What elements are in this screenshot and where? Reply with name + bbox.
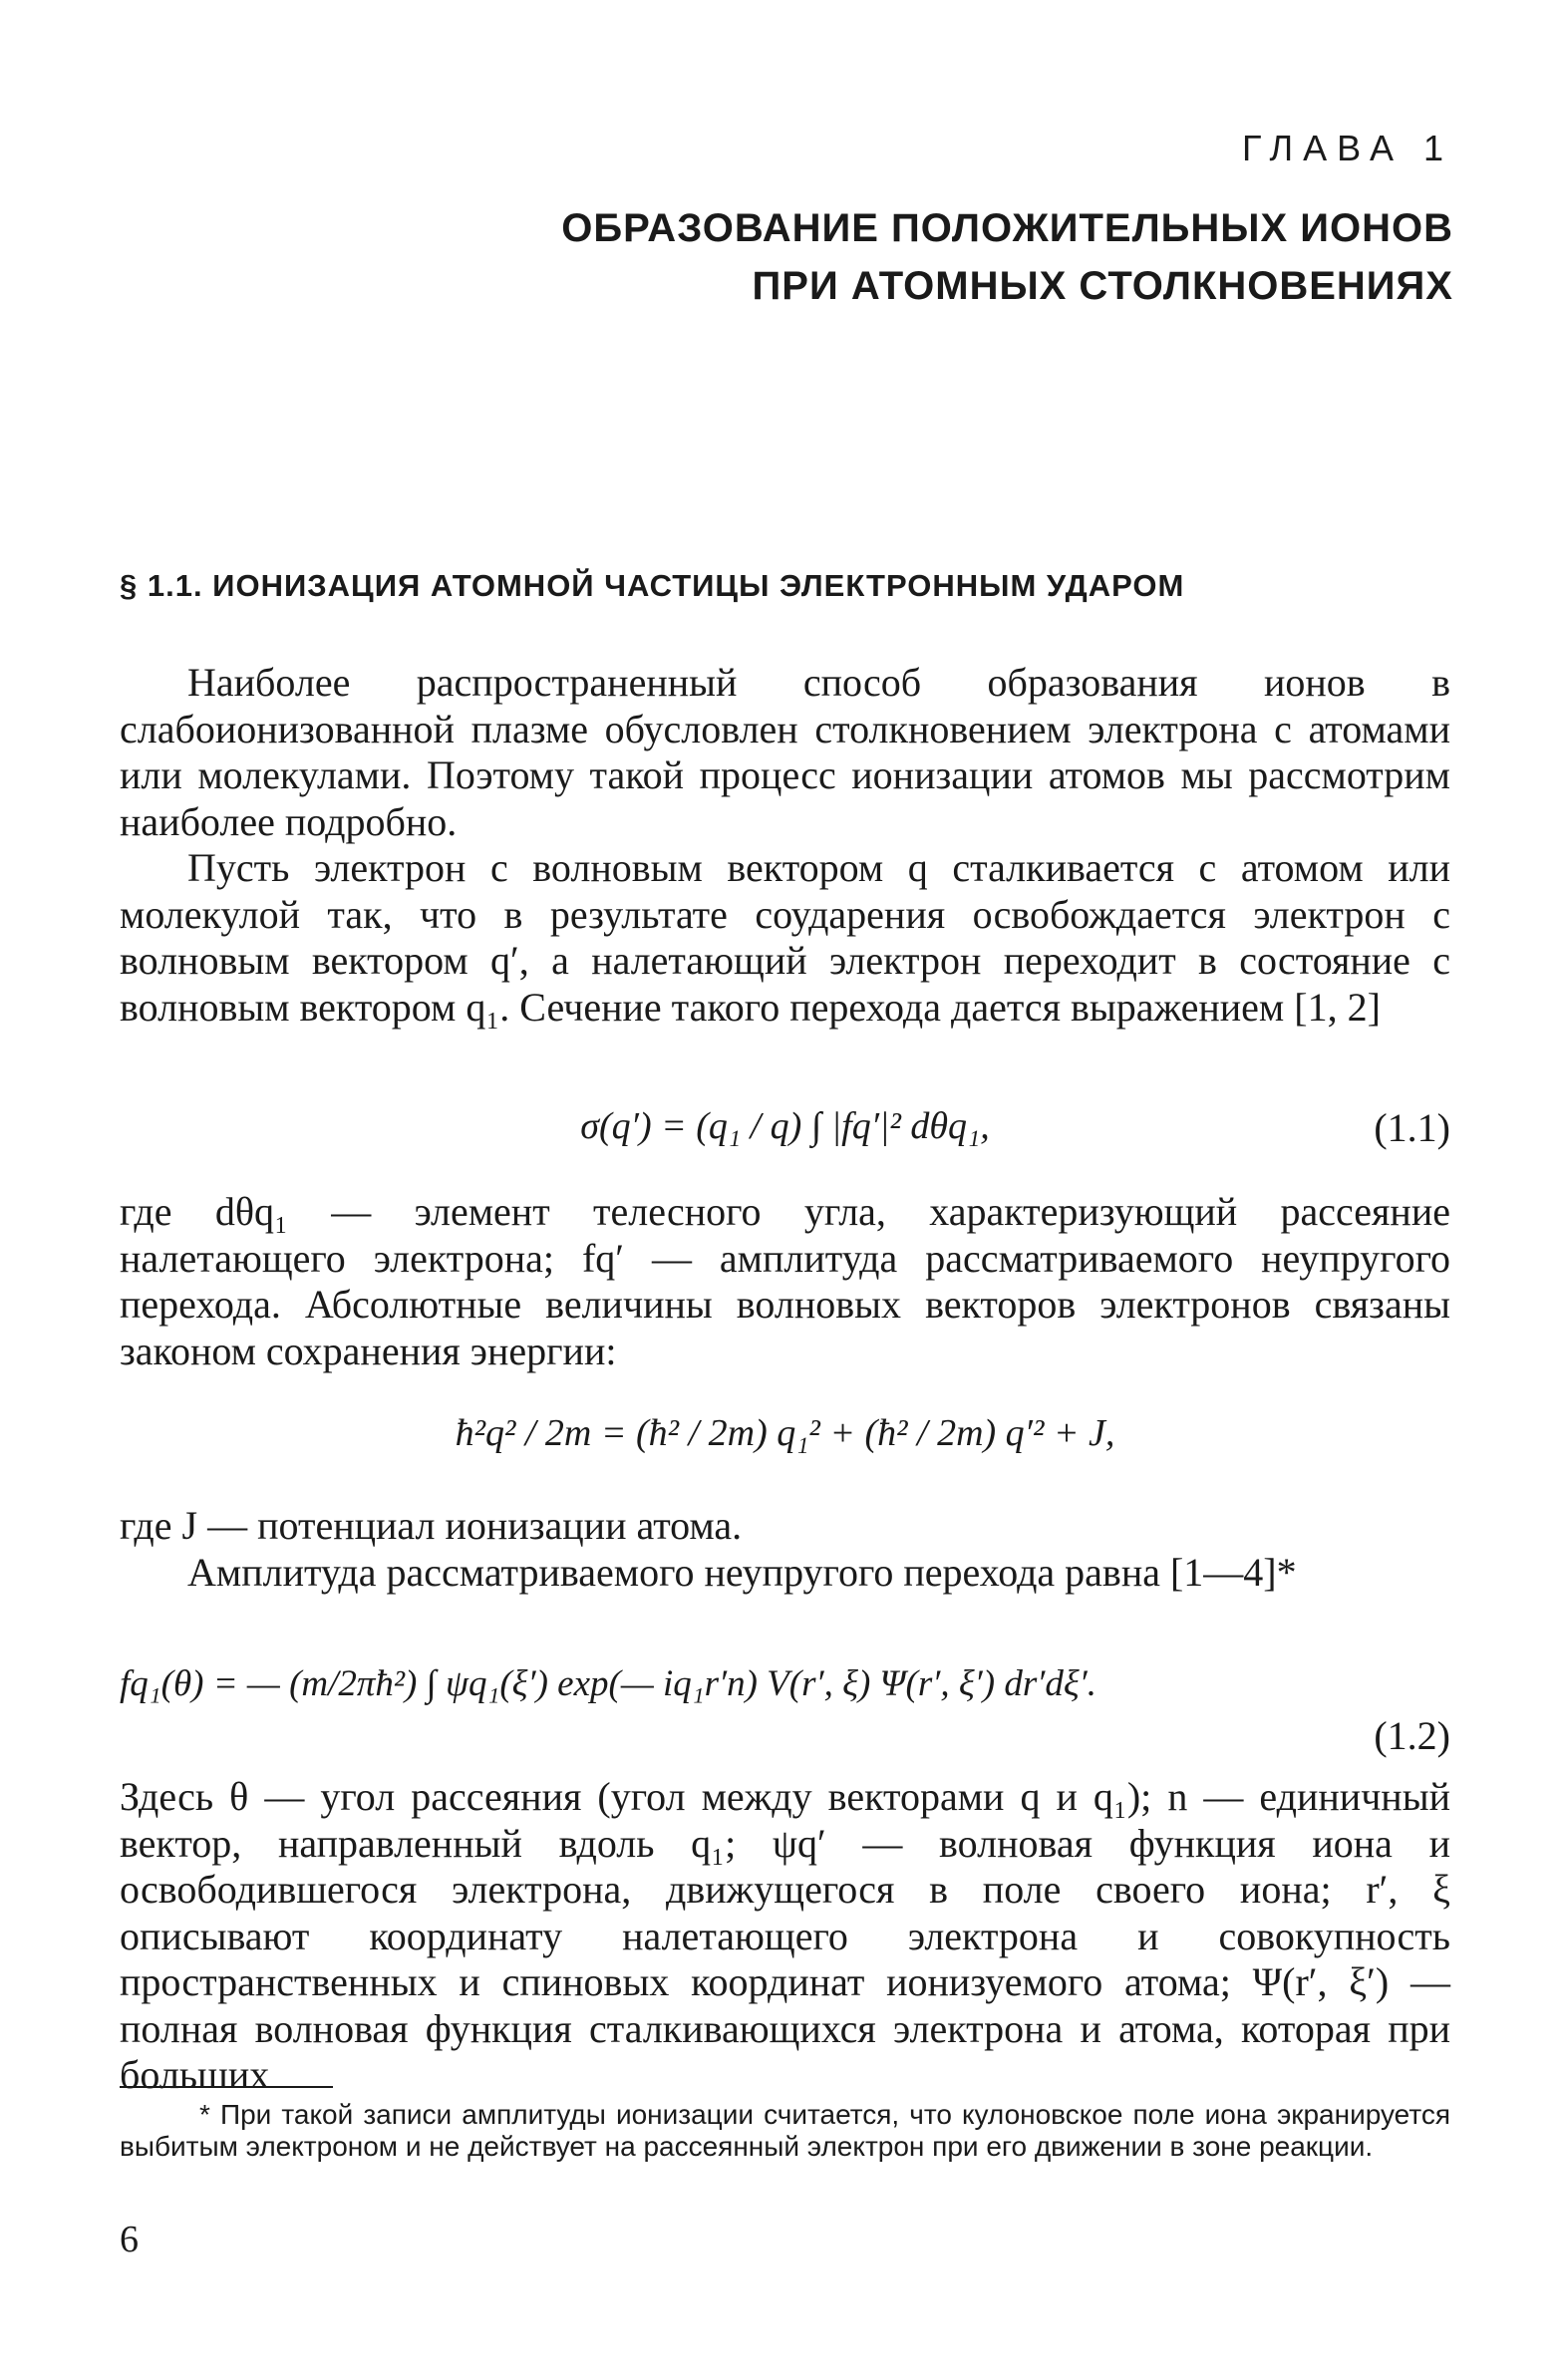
section-title: § 1.1. ИОНИЗАЦИЯ АТОМНОЙ ЧАСТИЦЫ ЭЛЕКТРОННЫМ УДАРОМ [120, 568, 1185, 603]
paragraph-intro: Наиболее распространенный способ образования ионов в слабоионизованной плазме обусловлен столкновением электрона с атомами или молекулами. Поэтому такой процесс ионизации атомов мы рассмотрим наиболее подробно. [120, 660, 1450, 844]
body-block-3 [120, 1503, 1450, 1596]
paragraph-solid-angle: где dθq₁ — элемент телесного угла, характеризующий рассеяние налетающего электрона; fq′ — амплитуда рассматриваемого неупругого перехода. Абсолютные величины волновых векторов электронов связаны законом сохранения энергии: [120, 1189, 1450, 1373]
equation-1-2: fq₁(θ) = — (m/2πħ²) ∫ ψq₁(ξ′) exp(— iq₁r′n) V(r′, ξ) Ψ(r′, ξ′) dr′dξ′. [120, 1663, 1097, 1704]
page-number: 6 [120, 2219, 139, 2260]
chapter-label: ГЛАВА 1 [1242, 128, 1453, 168]
paragraph-ionization-potential: где J — потенциал ионизации атома. [120, 1503, 743, 1548]
equation-1-1 [120, 1104, 1450, 1148]
paragraph-amplitude: Амплитуда рассматриваемого неупругого перехода равна [1—4]* [187, 1549, 1297, 1595]
equation-energy-conservation: ħ²q² / 2m = (ħ² / 2m) q₁² + (ħ² / 2m) q′² + J, [455, 1412, 1115, 1454]
chapter-title [561, 199, 1453, 315]
paragraph-electron-collision: Пусть электрон с волновым вектором q сталкивается с атомом или молекулой так, что в результате соударения освобождается электрон с волновым вектором q′, а налетающий электрон переходит в состояние с волновым вектором q₁. Сечение такого перехода дается выражением [1, 2] [120, 845, 1450, 1030]
footnote-text: * При такой записи амплитуды ионизации считается, что кулоновское поле иона экранируется выбитым электроном и не действует на рассеянный электрон при его движении в зоне реакции. [120, 2099, 1450, 2162]
footnote-divider [120, 2086, 333, 2088]
equation-1-2-number: (1.2) [1374, 1713, 1450, 1758]
body-block-1 [120, 660, 1450, 1031]
paragraph-scattering-angle: Здесь θ — угол рассеяния (угол между векторами q и q₁); n — единичный вектор, направленный вдоль q₁; ψq′ — волновая функция иона и освободившегося электрона, движущегося в поле своего иона; r′, ξ описывают координату налетающего электрона и совокупность пространственных и спиновых координат ионизуемого атома; Ψ(r′, ξ′) — полная волновая функция сталкивающихся электрона и атома, которая при больших [120, 1774, 1450, 2097]
chapter-title-line-1: ОБРАЗОВАНИЕ ПОЛОЖИТЕЛЬНЫХ ИОНОВ [561, 206, 1453, 250]
equation-1-1-number: (1.1) [1374, 1105, 1450, 1150]
footnote [120, 2099, 1450, 2163]
body-block-2 [120, 1189, 1450, 1374]
body-block-4 [120, 1774, 1450, 2099]
chapter-title-line-2: ПРИ АТОМНЫХ СТОЛКНОВЕНИЯХ [752, 264, 1453, 308]
equation-1-1-expression: σ(q′) = (q₁ / q) ∫ |fq′|² dθq₁, [580, 1105, 990, 1147]
